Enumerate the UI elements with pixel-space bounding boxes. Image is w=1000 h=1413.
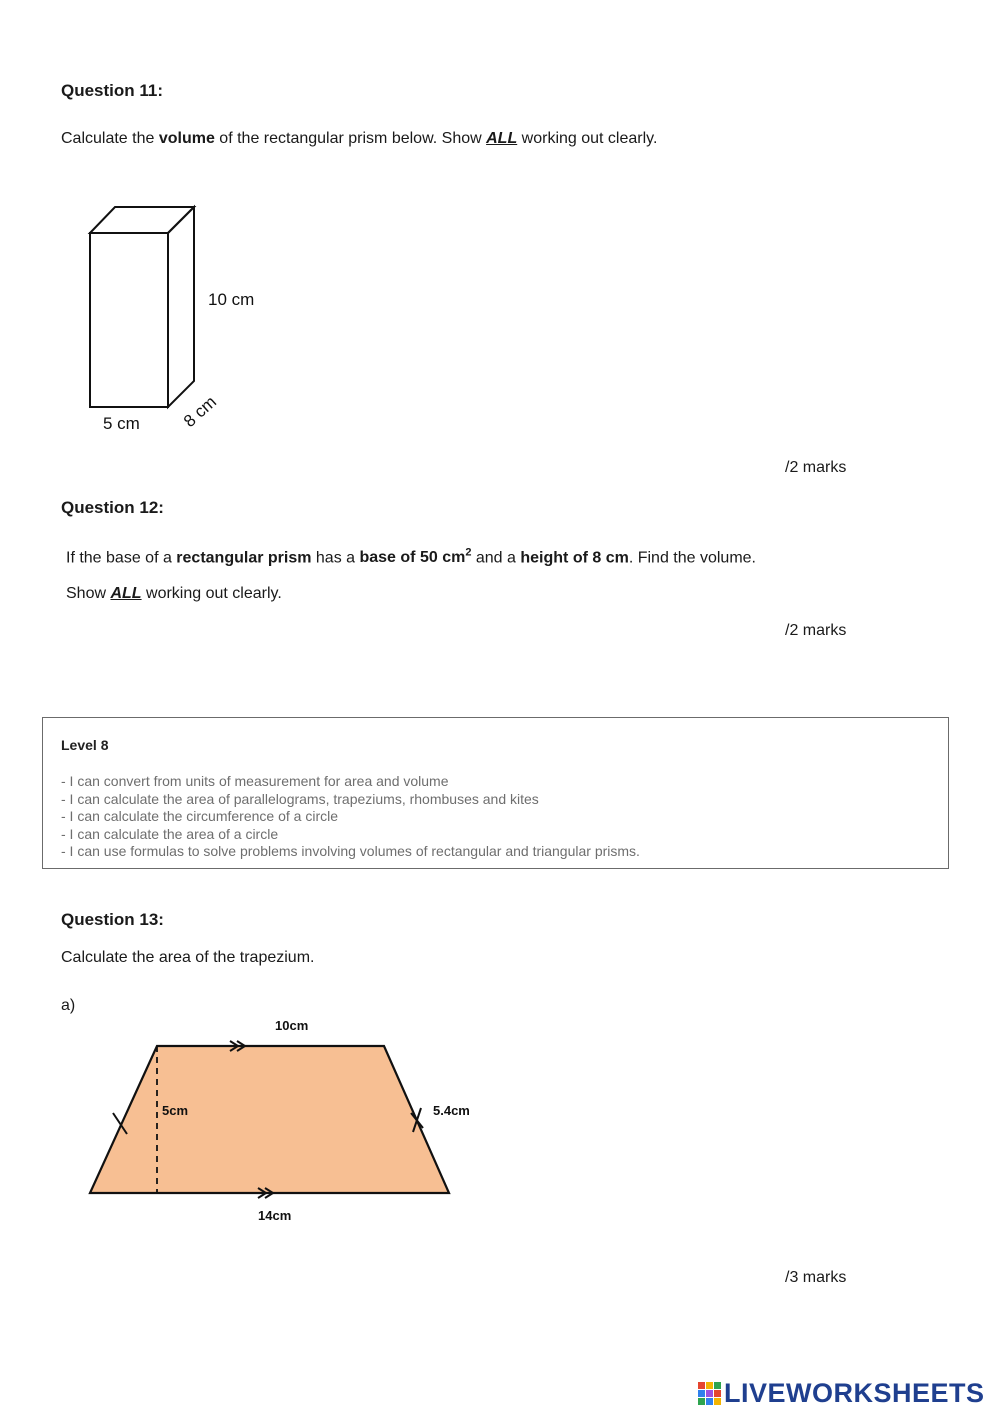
prompt-text: working out clearly. — [517, 130, 658, 147]
prompt-text: . Find the volume. — [628, 549, 756, 567]
prompt-text: of the rectangular prism below. Show — [214, 130, 487, 147]
prompt-emphasis: ALL — [110, 585, 142, 602]
trapezium-top-label: 10cm — [275, 1018, 309, 1033]
prompt-bold: base of 50 cm — [359, 549, 466, 567]
question-13-part-label: a) — [61, 997, 76, 1014]
question-12-line-2 — [66, 585, 282, 603]
trapezium-height-label: 5cm — [162, 1103, 189, 1118]
prism-top-face — [90, 207, 194, 233]
question-11-prompt — [61, 130, 657, 148]
level-criteria-list — [61, 773, 640, 861]
question-11-marks: /2 marks — [785, 459, 847, 476]
liveworksheets-logo-icon — [697, 1380, 723, 1406]
prompt-text: Show — [66, 585, 111, 602]
level-8-box — [42, 717, 949, 869]
level-criterion: - I can calculate the circumference of a circle — [61, 808, 339, 824]
prompt-text: Calculate the — [61, 130, 159, 147]
question-12-line-1 — [66, 547, 756, 567]
trapezium-figure — [80, 1010, 500, 1235]
prism-height-label: 10 cm — [208, 290, 255, 309]
trapezium-shape — [90, 1046, 449, 1193]
level-criterion: - I can calculate the area of a circle — [61, 825, 279, 842]
prompt-text: and a — [471, 549, 521, 567]
liveworksheets-logo — [697, 1376, 985, 1410]
prism-front-face — [90, 233, 168, 407]
prism-side-face — [168, 207, 194, 407]
superscript: 2 — [465, 547, 472, 559]
prompt-text: has a — [311, 549, 360, 567]
prompt-emphasis: ALL — [486, 130, 518, 147]
prompt-text: working out clearly. — [141, 585, 282, 602]
trapezium-bottom-label: 14cm — [258, 1208, 292, 1223]
prism-depth-label: 8 cm — [179, 392, 221, 431]
level-criterion: - I can convert from units of measurement for area and volume — [61, 773, 449, 789]
question-11-heading: Question 11: — [61, 81, 164, 100]
level-title: Level 8 — [61, 737, 109, 753]
prism-width-label: 5 cm — [103, 414, 140, 433]
question-12-heading: Question 12: — [61, 498, 164, 517]
liveworksheets-wordmark: LIVEWORKSHEETS — [724, 1377, 985, 1408]
rectangular-prism-figure — [80, 195, 280, 445]
level-criterion: - I can calculate the area of parallelograms, trapeziums, rhombuses and kites — [61, 790, 539, 807]
prompt-bold: rectangular prism — [176, 549, 312, 567]
prompt-bold: volume — [158, 130, 215, 147]
question-13-heading: Question 13: — [61, 910, 164, 929]
question-13-prompt: Calculate the area of the trapezium. — [61, 949, 315, 966]
prompt-text: If the base of a — [66, 549, 177, 567]
question-13-marks: /3 marks — [785, 1269, 847, 1286]
question-12-marks: /2 marks — [785, 622, 847, 639]
level-criterion: - I can use formulas to solve problems involving volumes of rectangular and triangular prisms. — [61, 843, 640, 859]
trapezium-side-label: 5.4cm — [433, 1103, 470, 1118]
prompt-bold: height of 8 cm — [520, 549, 629, 567]
